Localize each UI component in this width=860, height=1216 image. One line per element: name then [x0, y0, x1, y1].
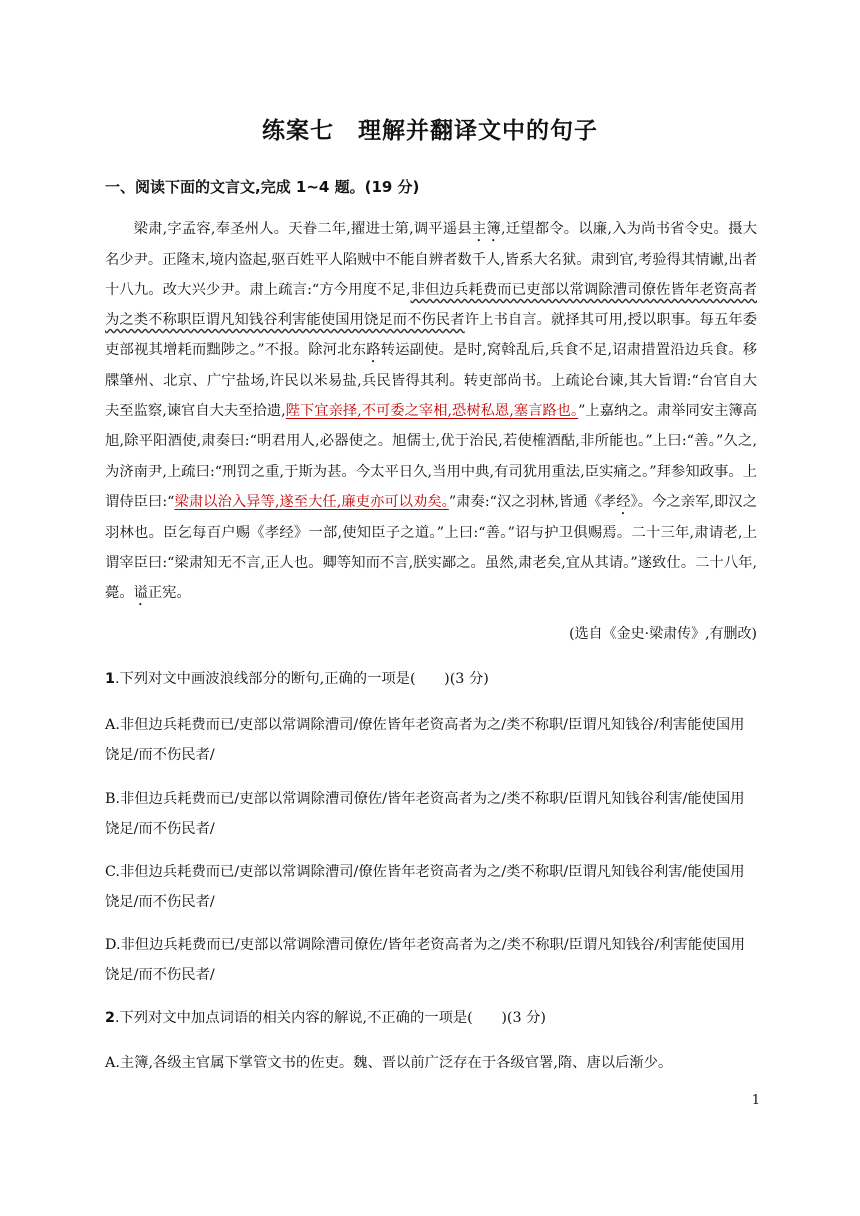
question-1-option-b: B.非但边兵耗费而已/吏部以常调除漕司僚佐/皆年老资高者为之/类不称职/臣谓凡知钱谷利害/能使国用饶足/而不伤民者/: [105, 791, 745, 837]
passage-paragraph: [105, 214, 757, 609]
question-number: 2: [105, 1010, 115, 1026]
passage-text: 转运副使。是时,窝斡乱后,兵食不足,诏肃措置沿边兵食。移牒肇州、北京、广宁盐场,许民以米易盐,兵民皆得其利。转吏部尚书。上疏论台谏,其大旨谓:“台官自大夫至监察,谏官自大夫至拾遗,: [105, 342, 757, 420]
highlighted-sentence-1: 陛下宜亲择,不可委之宰相,恐树私恩,塞言路也。: [285, 403, 579, 420]
passage-text: 梁肃,字孟容,奉圣州人。天眷二年,擢进士第,调平遥县: [133, 221, 472, 237]
page-title: 练案七 理解并翻译文中的句子: [262, 118, 598, 144]
passage-text: ,迁望都令。以廉,入为尚书省令史。摄大名少尹。正隆末,境内盗起,驱百姓平人陷贼中不能自辨者数千人,皆系大名狱。肃到官,考验得其情谳,出者十八九。改大兴少尹。肃上疏言:“方今用度不足,: [105, 221, 757, 299]
question-1-option-d: D.非但边兵耗费而已/吏部以常调除漕司僚佐/皆年老资高者为之/类不称职/臣谓凡知钱谷/利害能使国用饶足/而不伤民者/: [105, 937, 746, 983]
question-1-option-c: C.非但边兵耗费而已/吏部以常调除漕司/僚佐皆年老资高者为之/类不称职/臣谓凡知钱谷利害/能使国用饶足/而不伤民者/: [105, 864, 745, 910]
question-2-option-a: A.主簿,各级主官属下掌管文书的佐吏。魏、晋以前广泛存在于各级官署,隋、唐以后渐少。: [105, 1055, 673, 1071]
passage-text: ”肃奏:“汉之羽林,皆通《孝: [448, 493, 617, 510]
question-text: .下列对文中加点词语的相关内容的解说,不正确的一项是( )(3 分): [114, 1010, 547, 1026]
question-text: .下列对文中画波浪线部分的断句,正确的一项是( )(3 分): [114, 671, 489, 687]
page-number: 1: [751, 1093, 760, 1108]
question-1-option-a: A.非但边兵耗费而已/吏部以常调除漕司/僚佐皆年老资高者为之/类不称职/臣谓凡知钱谷/利害能使国用饶足/而不伤民者/: [105, 717, 745, 763]
dotted-term-lu: 路: [366, 342, 381, 359]
passage-source: (选自《金史·梁肃传》,有删改): [569, 626, 757, 642]
question-2-stem: [105, 1003, 757, 1033]
section-heading: 一、阅读下面的文言文,完成 1~4 题。(19 分): [105, 178, 420, 196]
question-1-stem: [105, 664, 757, 694]
passage-text: 》。今之亲军,即汉之羽林也。臣乞每百户赐《孝经》一部,使知臣子之道。”上曰:“善。”诏与护卫俱赐焉。二十三年,肃请老,上谓宰臣曰:“梁肃知无不言,正人也。卿等知而不言,朕实鄙之。虽然,肃老矣,宜从其请。”遂致仕。二十八年,薨。: [105, 493, 757, 601]
dotted-term-shi: 谥: [133, 584, 148, 601]
dotted-term-xiaojing: 经: [616, 493, 631, 510]
wavy-underlined-segment: 非但边兵耗费而已吏部以常调除漕司僚佐皆年老资高者为之类不称职臣谓凡知钱谷利害能使国用饶足而不伤民者: [105, 282, 757, 329]
passage-text: ”上嘉纳之。肃举同安主簿高旭,除平阳酒使,肃奏曰:“明君用人,必器使之。旭儒士,优于治民,若使榷酒酤,非所能也。”上曰:“善。”久之,为济南尹,上疏曰:“刑罚之重,于斯为甚。今太平日久,当用中典,有司犹用重法,臣实痛之。”拜参知政事。上谓侍臣曰:“: [105, 403, 758, 510]
passage-text: 许上书自言。就择其可用,授以职事。每五年委吏部视其增耗而黜陟之。”不报。除河北东: [105, 312, 758, 359]
highlighted-sentence-2: 梁肃以治入异等,遂至大任,廉吏亦可以劝矣。: [174, 493, 449, 510]
dotted-term-zhubu: 主簿: [471, 221, 501, 237]
question-number: 1: [105, 671, 115, 687]
passage-text: 正宪。: [147, 584, 191, 601]
classical-passage: [105, 214, 757, 609]
